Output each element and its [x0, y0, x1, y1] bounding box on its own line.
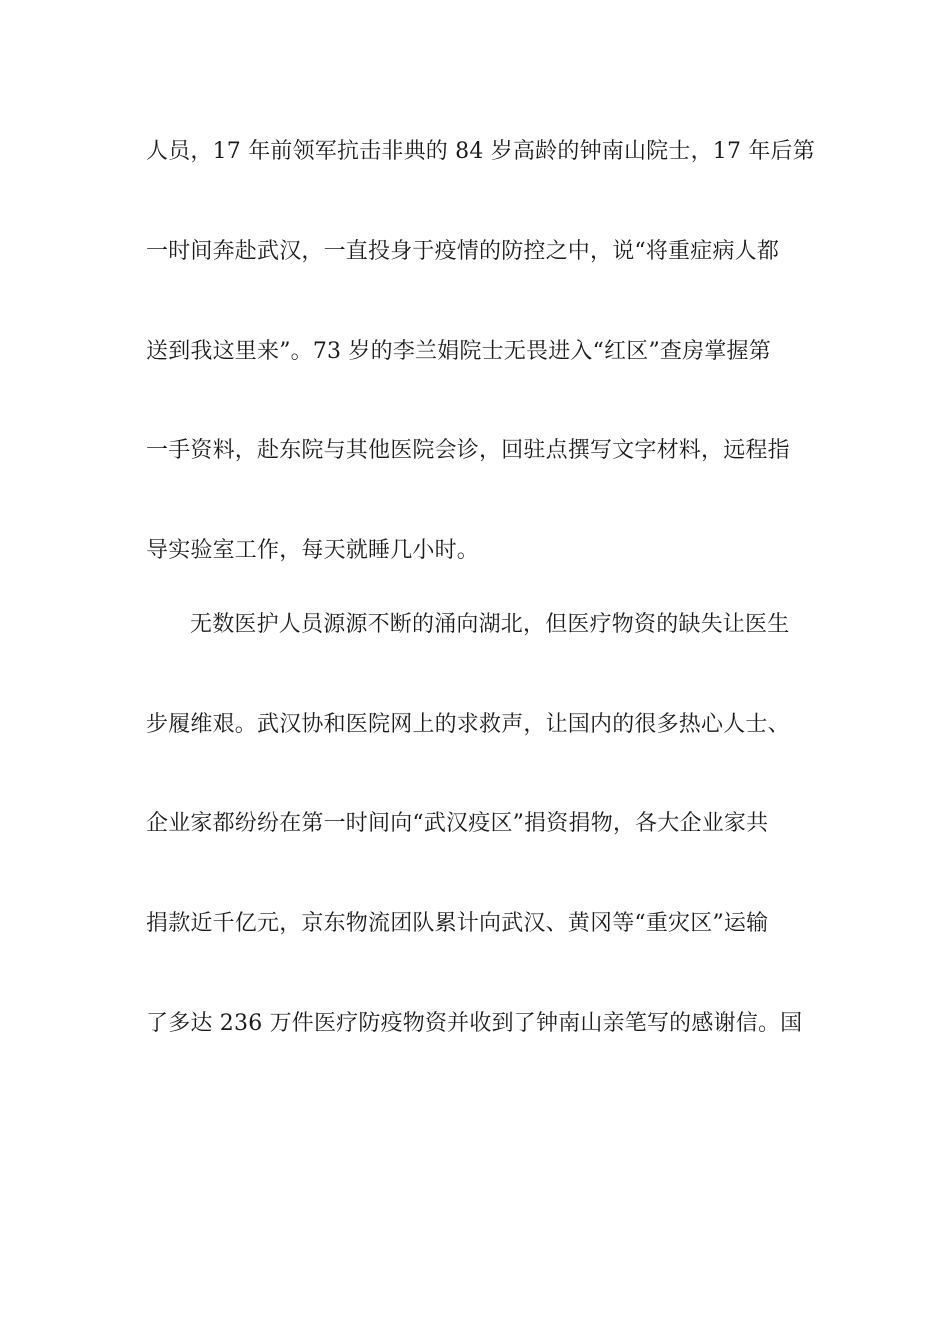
text-line: 一手资料，赴东院与其他医院会诊，回驻点撰写文字材料，远程指	[146, 438, 790, 463]
text-line: 步履维艰。武汉协和医院网上的求救声，让国内的很多热心人士、	[146, 712, 790, 737]
text-line: 企业家都纷纷在第一时间向“武汉疫区”捐资捐物，各大企业家共	[146, 811, 769, 836]
text-line: 捐款近千亿元，京东物流团队累计向武汉、黄冈等“重灾区”运输	[146, 911, 769, 936]
text-line: 无数医护人员源源不断的涌向湖北，但医疗物资的缺失让医生	[190, 612, 790, 637]
text-line: 了多达 236 万件医疗防疫物资并收到了钟南山亲笔写的感谢信。国	[146, 1011, 803, 1036]
text-line: 人员，17 年前领军抗击非典的 84 岁高龄的钟南山院士，17 年后第	[146, 139, 815, 164]
text-line: 送到我这里来”。73 岁的李兰娟院士无畏进入“红区”查房掌握第	[146, 339, 771, 364]
text-line: 导实验室工作，每天就睡几小时。	[146, 538, 480, 563]
text-line: 一时间奔赴武汉，一直投身于疫情的防控之中，说“将重症病人都	[146, 239, 780, 264]
